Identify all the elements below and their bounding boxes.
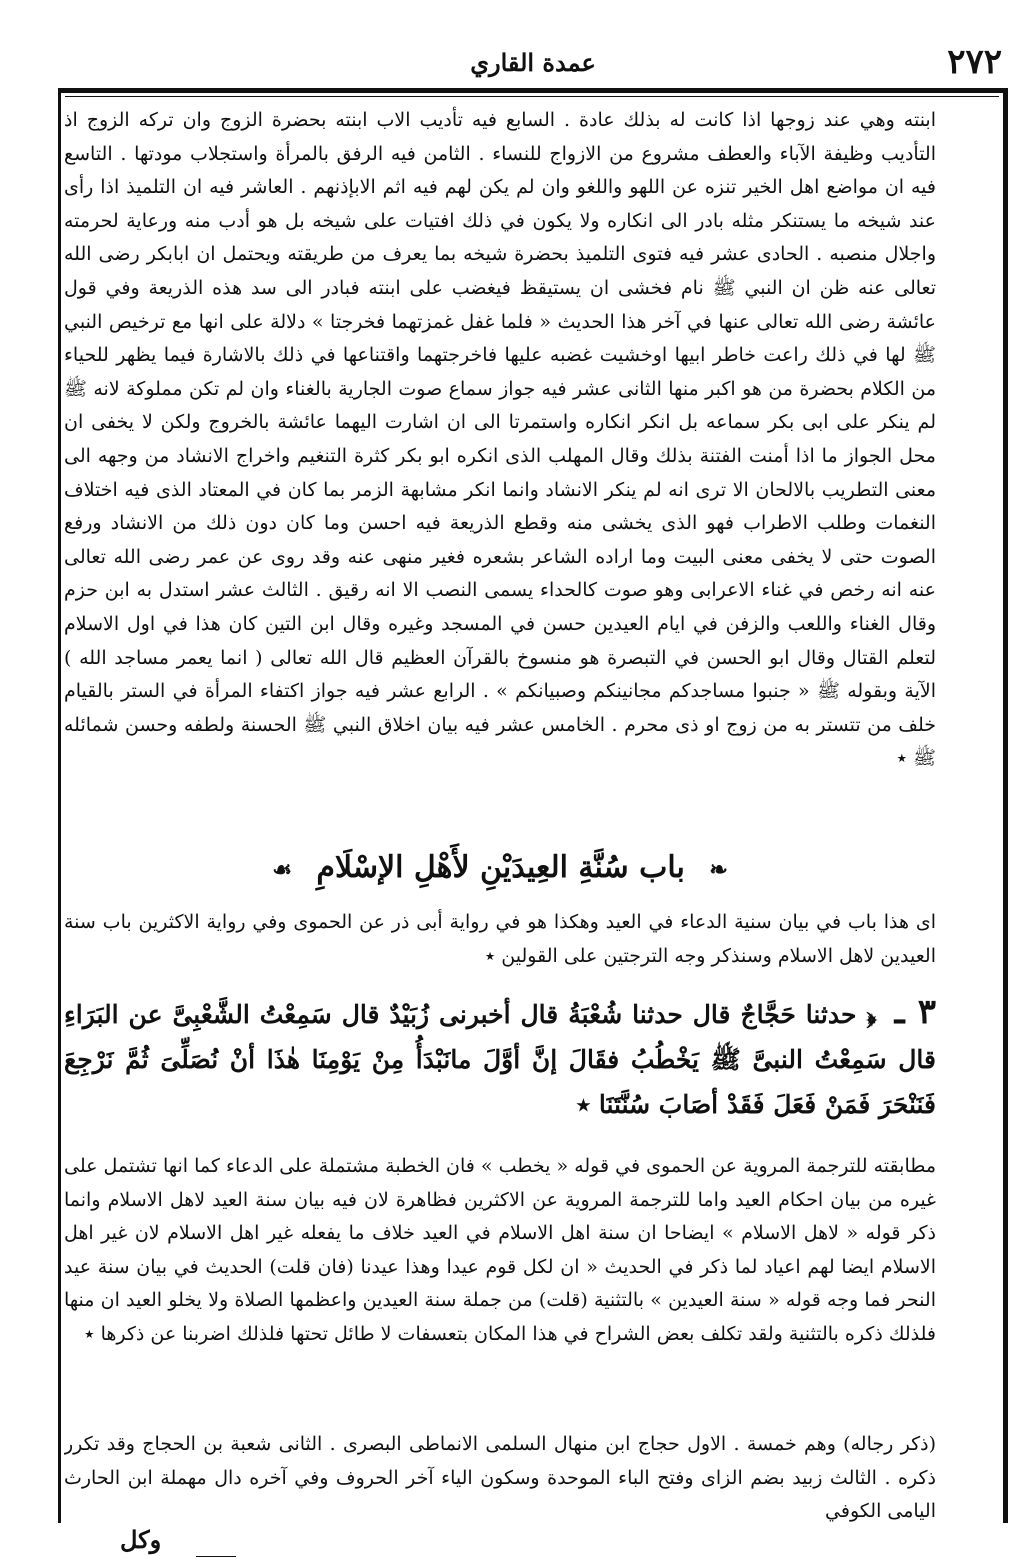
hadith-number: ٣ ـ (894, 992, 936, 1032)
catchword-rule (196, 1556, 236, 1557)
ornament-icon: ❧ (709, 857, 728, 883)
catchword: وكل (120, 1525, 162, 1554)
hadith-text-block (64, 990, 936, 1135)
chapter-explanation: اى هذا باب في بيان سنية الدعاء في العيد وهكذا هو في رواية أبى ذر عن الحموى وفي رواية الاكثرين باب سنة العيدين لاهل الاسلام وسنذكر وجه الترجتين على القولين ٭ (64, 911, 936, 967)
hadith-commentary: مطابقته للترجمة المروية عن الحموى في قوله « يخطب » فان الخطبة مشتملة على الدعاء كما انها تشتمل على غيره من بيان احكام العيد واما للترجمة المروية عن الاكثرين فظاهرة لان فيه بيان سنة العيد لاهل الاسلام وانما ذكر قوله « لاهل الاسلام » ايضاحا ان سنة اهل الاسلام في العيد خلاف ما يفعله غير اهل الاسلام لان غير اهل الاسلام ايضا لهم اعياد لما ذكر في الحديث « ان لكل قوم عيدا وهذا عيدنا (فان قلت) الحديث في بيان سنة عيد النحر فما وجه قوله « سنة العيدين » بالتثنية (قلت) من جملة سنة العيدين واعظمها الصلاة ولا يخلو العيد ان منها فلذلك ذكره بالتثنية ولقد تكلف بعض الشراح في هذا المكان بتعسفات لا طائل تحتها فلذلك اضربنا عن ذكرها ٭ (64, 1155, 936, 1345)
narrators-paragraph: (ذكر رجاله) وهم خمسة . الاول حجاج ابن منهال السلمى الانماطى البصرى . الثانى شعبة بن الحجاج وقد تكرر ذكره . الثالث زبيد بضم الزاى وفتح الباء الموحدة وسكون الياء آخر الحروف وفي آخره دال مهملة ابن الحارث اليامى الكوفي (64, 1433, 936, 1523)
page-number: ٢٧٢ (947, 42, 1002, 82)
hadith-text: ﴿ حدثنا حَجَّاجٌ قال حدثنا شُعْبَةُ قال أخبرنى زُبَيْدٌ قال سَمِعْتُ الشَّعْبِىَّ عن البَرَاءِ قال سَمِعْتُ النبىَّ ﷺ يَخْطُبُ فقَالَ إنَّ أوَّلَ مانَبْدَأُ مِنْ يَوْمِنَا هٰذَا أنْ نُصَلِّىَ ثُمَّ نَرْجِعَ فَنَنْحَرَ فَمَنْ فَعَلَ فَقَدْ أصَابَ سُنَّتَنَا ٭ (64, 1000, 936, 1119)
chapter-heading (64, 850, 936, 900)
commentary-paragraph: ابنته وهي عند زوجها اذا كانت له بذلك عادة . السابع فيه تأديب الاب ابنته بحضرة الزوج وان تركه الزوج اذ التأديب وظيفة الآباء والعطف مشروع من الازواج للنساء . الثامن فيه الرفق بالمرأة واستجلاب مودتها . التاسع فيه ان مواضع اهل الخير تنزه عن اللهو واللغو وان لم يكن لهم فيه اثم الابإذنهم . العاشر فيه ان التلميذ اذا رأى عند شيخه ما يستنكر مثله بادر الى انكاره ولا يكون في ذلك افتيات على شيخه بل هو أدب منه ورعاية لحرمته واجلال منصبه . الحادى عشر فيه فتوى التلميذ بحضرة شيخه بما يعرف من طريقته ويحتمل ان ابابكر رضى الله تعالى عنه ظن ان النبي ﷺ نام فخشى ان يستيقظ فيغضب على ابنته فبادر الى سد هذه الذريعة وفي قول عائشة رضى الله تعالى عنها في آخر هذا الحديث « فلما غفل غمزتهما فخرجتا » دلالة على انها مع ترخيص النبي ﷺ لها في ذلك راعت خاطر ابيها اوخشيت غضبه عليها فاخرجتهما واقتناعها في ذلك بالاشارة فيما يظهر للحياء من الكلام بحضرة من هو اكبر منها الثانى عشر فيه جواز سماع صوت الجارية بالغناء وان لم تكن مملوكة لانه ﷺ لم ينكر على ابى بكر سماعه بل انكر انكاره واستمرتا الى ان اشارت اليهما عائشة بالخروج ولكن لا يخفى ان محل الجواز ما اذا أمنت الفتنة بذلك وقال المهلب الذى انكره ابو بكر كثرة التنغيم واخراج الانشاد من وجهه الى معنى التطريب بالالحان الا ترى انه لم ينكر الانشاد وانما انكر مشابهة الزمر بما كان في المعتاد الذى فيه اختلاف النغمات وطلب الاطراب فهو الذى يخشى منه وقطع الذريعة فيه احسن وما كان دون ذلك من الانشاد ورفع الصوت حتى لا يخفى معنى البيت وما اراده الشاعر بشعره فغير منهى عنه وقد روى عن عمر رضى الله تعالى عنه انه رخص في غناء الاعرابى وهو صوت كالحداء يسمى النصب الا انه رقيق . الثالث عشر استدل به ابن حزم وقال الغناء واللعب والزفن في ايام العيدين حسن في المسجد وغيره وقال ابن التين كان هذا في اول الاسلام لتعلم القتال وقال ابو الحسن في التبصرة هو منسوخ بالقرآن العظيم قال الله تعالى ( انما يعمر مساجد الله ) الآية وبقوله ﷺ « جنبوا مساجدكم مجانينكم وصبيانكم » . الرابع عشر فيه جواز اكتفاء المرأة في الستر بالقيام خلف من تتستر به من زوج او ذى محرم . الخامس عشر فيه بيان اخلاق النبي ﷺ الحسنة ولطفه وحسن شمائله ﷺ ٭ (64, 109, 936, 770)
ornament-icon: ☙ (272, 857, 292, 883)
page-header (58, 40, 1008, 90)
book-title: عمدة القاري (470, 48, 596, 77)
chapter-title: باب سُنَّةِ العِيدَيْنِ لأَهْلِ الإسْلَامِ (316, 850, 685, 885)
